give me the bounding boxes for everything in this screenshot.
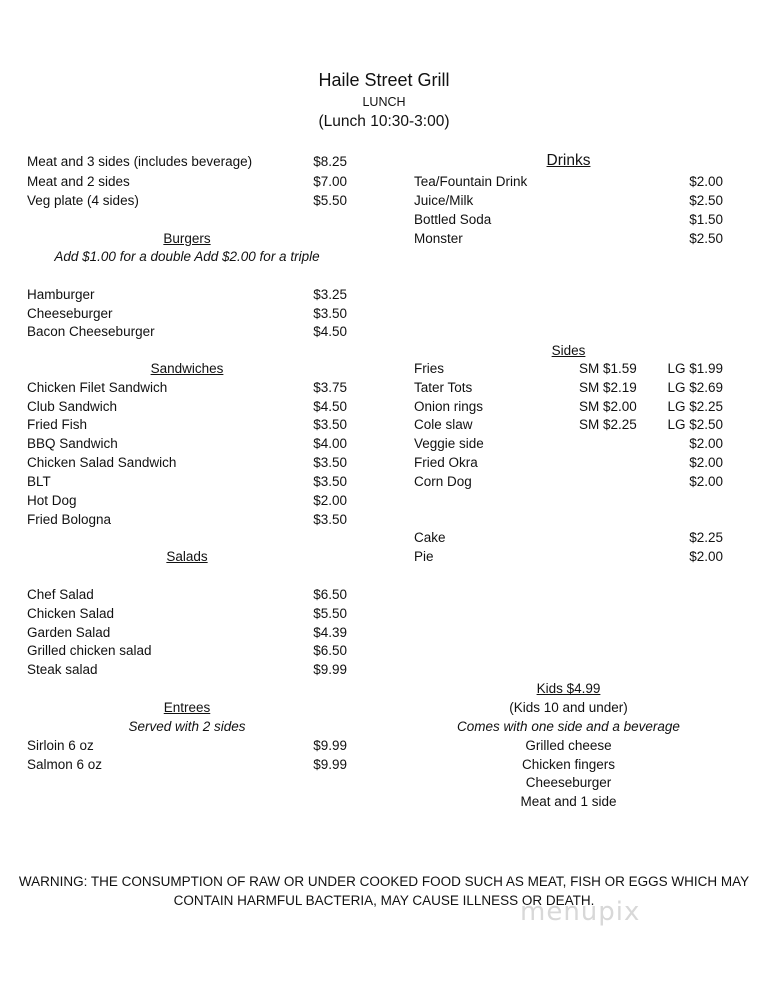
menu-item: [27, 642, 347, 660]
menu-item: [27, 756, 347, 774]
item-name: Hamburger: [27, 287, 95, 302]
sides-heading: Sides: [551, 343, 586, 358]
sandwiches-heading: Sandwiches: [150, 361, 224, 376]
item-name: BLT: [27, 474, 51, 489]
item-price: $9.99: [313, 662, 347, 677]
item-name: Veg plate (4 sides): [27, 193, 139, 208]
item-price: $4.50: [313, 399, 347, 414]
item-price: $2.00: [689, 474, 723, 489]
burgers-note: Add $1.00 for a double Add $2.00 for a triple: [54, 249, 320, 264]
item-price: $3.50: [313, 417, 347, 432]
menu-item: [27, 473, 347, 491]
item-name: Meat and 2 sides: [27, 174, 130, 189]
kids-age-note: (Kids 10 and under): [509, 700, 628, 715]
kids-item: Grilled cheese: [525, 738, 612, 753]
item-name: Cole slaw: [414, 417, 473, 432]
food-safety-warning: [0, 872, 768, 910]
item-name: Fried Okra: [414, 455, 478, 470]
menu-item: [27, 586, 347, 604]
item-name: Chicken Salad Sandwich: [27, 455, 177, 470]
watermark: menupix: [520, 897, 641, 927]
burgers-heading: Burgers: [163, 231, 211, 246]
item-price: $3.50: [313, 455, 347, 470]
item-name: Fried Fish: [27, 417, 88, 432]
menu-item: [27, 323, 347, 341]
item-price: $3.50: [313, 474, 347, 489]
item-name: Tater Tots: [414, 380, 473, 395]
item-price: $2.00: [689, 436, 723, 451]
menu-item: [27, 624, 347, 642]
item-name: Chef Salad: [27, 587, 94, 602]
item-name: Cheeseburger: [27, 306, 113, 321]
item-price: $4.50: [313, 324, 347, 339]
item-price: $2.00: [689, 174, 723, 189]
small-price: SM $1.59: [579, 361, 637, 376]
kids-heading: Kids $4.99: [536, 681, 601, 696]
menu-item: [27, 435, 347, 453]
menu-item: [27, 661, 347, 679]
item-price: $8.25: [313, 154, 347, 169]
item-name: Bacon Cheeseburger: [27, 324, 155, 339]
item-price: $2.50: [689, 231, 723, 246]
item-price: $2.00: [689, 455, 723, 470]
item-price: $9.99: [313, 757, 347, 772]
item-price: $9.99: [313, 738, 347, 753]
item-name: Sirloin 6 oz: [27, 738, 94, 753]
menu-item: [414, 192, 723, 210]
lunch-hours: (Lunch 10:30-3:00): [318, 113, 450, 130]
menu-item: [27, 454, 347, 472]
menu-item: [27, 737, 347, 755]
item-name: Tea/Fountain Drink: [414, 174, 528, 189]
menu-item: [27, 398, 347, 416]
menu-item: [414, 529, 723, 547]
item-name: Hot Dog: [27, 493, 77, 508]
warning-line-1: WARNING: THE CONSUMPTION OF RAW OR UNDER COOKED FOOD SUCH AS MEAT, FISH OR EGGS WHICH MAY: [18, 874, 750, 889]
item-name: Bottled Soda: [414, 212, 492, 227]
menu-item: [27, 286, 347, 304]
item-name: Fried Bologna: [27, 512, 112, 527]
large-price: LG $1.99: [667, 361, 723, 376]
item-name: Steak salad: [27, 662, 98, 677]
menu-item: [414, 173, 723, 191]
menu-item: [414, 454, 723, 472]
kids-item: Meat and 1 side: [520, 794, 617, 809]
menu-item: [414, 398, 723, 416]
item-name: Onion rings: [414, 399, 484, 414]
item-name: Veggie side: [414, 436, 484, 451]
item-name: Juice/Milk: [414, 193, 474, 208]
menu-item: [27, 379, 347, 397]
menu-item: [414, 473, 723, 491]
kids-item: Chicken fingers: [521, 757, 616, 772]
item-price: $4.00: [313, 436, 347, 451]
item-name: Corn Dog: [414, 474, 472, 489]
menu-item: [27, 492, 347, 510]
menu-item: [414, 416, 723, 434]
item-price: $2.00: [313, 493, 347, 508]
item-name: Grilled chicken salad: [27, 643, 152, 658]
menu-item: [27, 305, 347, 323]
drinks-heading: Drinks: [546, 152, 591, 169]
menu-item: [27, 173, 347, 191]
item-price: $3.50: [313, 306, 347, 321]
menu-item: [414, 435, 723, 453]
item-name: Club Sandwich: [27, 399, 118, 414]
menu-item: [414, 360, 723, 378]
item-price: $2.25: [689, 530, 723, 545]
entrees-note: Served with 2 sides: [128, 719, 246, 734]
small-price: SM $2.25: [579, 417, 637, 432]
warning-line-2: CONTAIN HARMFUL BACTERIA, MAY CAUSE ILLNESS OR DEATH.: [173, 893, 595, 908]
item-name: BBQ Sandwich: [27, 436, 118, 451]
menu-item: [414, 548, 723, 566]
item-price: $5.50: [313, 606, 347, 621]
kids-item: Cheeseburger: [525, 775, 612, 790]
item-price: $6.50: [313, 643, 347, 658]
menu-item: [414, 211, 723, 229]
item-price: $1.50: [689, 212, 723, 227]
item-name: Fries: [414, 361, 444, 376]
large-price: LG $2.50: [667, 417, 723, 432]
item-price: $7.00: [313, 174, 347, 189]
menu-item: [27, 416, 347, 434]
item-name: Monster: [414, 231, 463, 246]
menu-item: [27, 605, 347, 623]
kids-note: Comes with one side and a beverage: [457, 719, 680, 734]
menu-item: [27, 153, 347, 171]
item-name: Meat and 3 sides (includes beverage): [27, 154, 253, 169]
small-price: SM $2.00: [579, 399, 637, 414]
large-price: LG $2.25: [667, 399, 723, 414]
menu-item: [414, 230, 723, 248]
item-price: $2.00: [689, 549, 723, 564]
item-price: $3.50: [313, 512, 347, 527]
item-name: Cake: [414, 530, 446, 545]
menu-item: [27, 511, 347, 529]
item-price: $5.50: [313, 193, 347, 208]
item-name: Garden Salad: [27, 625, 111, 640]
restaurant-name: Haile Street Grill: [318, 70, 450, 90]
menu-item: [27, 192, 347, 210]
item-name: Salmon 6 oz: [27, 757, 103, 772]
entrees-heading: Entrees: [163, 700, 211, 715]
item-name: Pie: [414, 549, 434, 564]
item-price: $6.50: [313, 587, 347, 602]
menu-item: [414, 379, 723, 397]
small-price: SM $2.19: [579, 380, 637, 395]
item-name: Chicken Filet Sandwich: [27, 380, 168, 395]
item-price: $2.50: [689, 193, 723, 208]
item-price: $3.25: [313, 287, 347, 302]
salads-heading: Salads: [166, 549, 208, 564]
item-price: $3.75: [313, 380, 347, 395]
meal-label: LUNCH: [362, 95, 406, 109]
item-price: $4.39: [313, 625, 347, 640]
item-name: Chicken Salad: [27, 606, 115, 621]
large-price: LG $2.69: [667, 380, 723, 395]
